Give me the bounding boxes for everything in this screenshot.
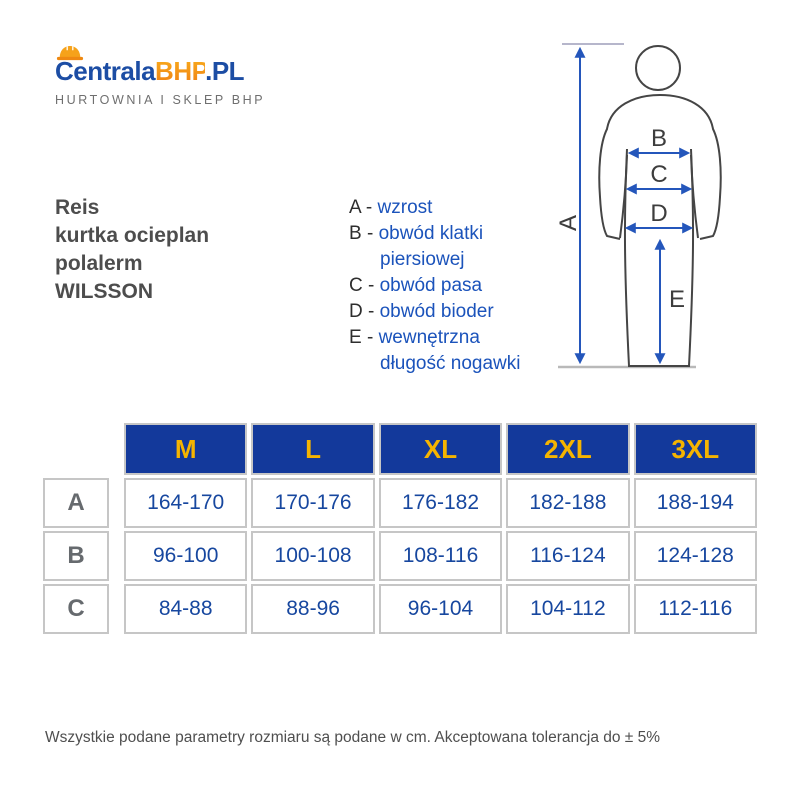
- product-name-line: polalerm: [55, 252, 143, 275]
- legend-line-c: [349, 273, 520, 299]
- measure-label-a: A: [555, 214, 582, 232]
- legend-line-d: [349, 299, 520, 325]
- legend-description: obwód klatki: [378, 223, 484, 244]
- size-cell: 170-176: [251, 478, 374, 528]
- legend-description: wewnętrzna: [378, 327, 480, 348]
- brand-part-centrala: Centrala: [55, 56, 156, 86]
- size-table: [43, 423, 757, 634]
- legend-letter: B -: [349, 223, 379, 244]
- legend-line-b: [349, 221, 520, 247]
- size-cell: 124-128: [634, 531, 757, 581]
- size-cell: 88-96: [251, 584, 374, 634]
- measure-label-e: E: [669, 286, 686, 313]
- legend-description: długość nogawki: [380, 353, 521, 374]
- legend-description: wzrost: [377, 197, 433, 218]
- legend-letter: A -: [349, 197, 378, 218]
- size-cell: 176-182: [379, 478, 502, 528]
- column-header-3xl: 3XL: [634, 423, 757, 475]
- size-cell: 96-104: [379, 584, 502, 634]
- legend-line-e: [349, 325, 520, 351]
- size-cell: 108-116: [379, 531, 502, 581]
- legend-description: obwód pasa: [379, 275, 483, 296]
- body-measurement-diagram: [550, 25, 790, 385]
- column-header-m: M: [124, 423, 247, 475]
- size-cell: 96-100: [124, 531, 247, 581]
- figure-head: [636, 46, 680, 90]
- legend-letter: E -: [349, 327, 379, 348]
- column-header-2xl: 2XL: [506, 423, 629, 475]
- measure-label-b: B: [650, 125, 668, 152]
- legend-letter: D -: [349, 301, 380, 322]
- brand-subtitle: HURTOWNIA I SKLEP BHP: [55, 93, 266, 107]
- product-name-line: kurtka ocieplan: [55, 224, 210, 247]
- table-corner-blank: [43, 423, 109, 475]
- row-label-a: A: [43, 478, 109, 528]
- size-cell: 188-194: [634, 478, 757, 528]
- size-cell: 182-188: [506, 478, 629, 528]
- size-cell: 164-170: [124, 478, 247, 528]
- brand-part-bhp: BHP: [155, 56, 206, 86]
- brand-part-pl: .PL: [205, 56, 245, 86]
- size-cell: 112-116: [634, 584, 757, 634]
- legend-description: obwód bioder: [379, 301, 494, 322]
- column-header-l: L: [251, 423, 374, 475]
- legend-letter: C -: [349, 275, 380, 296]
- product-name: [55, 194, 209, 306]
- brand-logo: [55, 42, 265, 107]
- measurement-legend: [349, 195, 520, 377]
- product-name-line: Reis: [55, 196, 100, 219]
- legend-line-a: [349, 195, 520, 221]
- row-label-c: C: [43, 584, 109, 634]
- legend-description: piersiowej: [380, 249, 465, 270]
- size-cell: 116-124: [506, 531, 629, 581]
- tolerance-note: Wszystkie podane parametry rozmiaru są podane w cm. Akceptowana tolerancja do ± 5%: [45, 729, 661, 746]
- legend-line-b-wrap: [349, 247, 520, 273]
- legend-line-e-wrap: [349, 351, 520, 377]
- size-cell: 100-108: [251, 531, 374, 581]
- size-cell: 104-112: [506, 584, 629, 634]
- column-header-xl: XL: [379, 423, 502, 475]
- size-cell: 84-88: [124, 584, 247, 634]
- measure-label-d: D: [650, 200, 668, 227]
- row-label-b: B: [43, 531, 109, 581]
- measure-label-c: C: [650, 161, 668, 188]
- brand-name: [55, 42, 265, 87]
- product-name-line: WILSSON: [55, 280, 153, 303]
